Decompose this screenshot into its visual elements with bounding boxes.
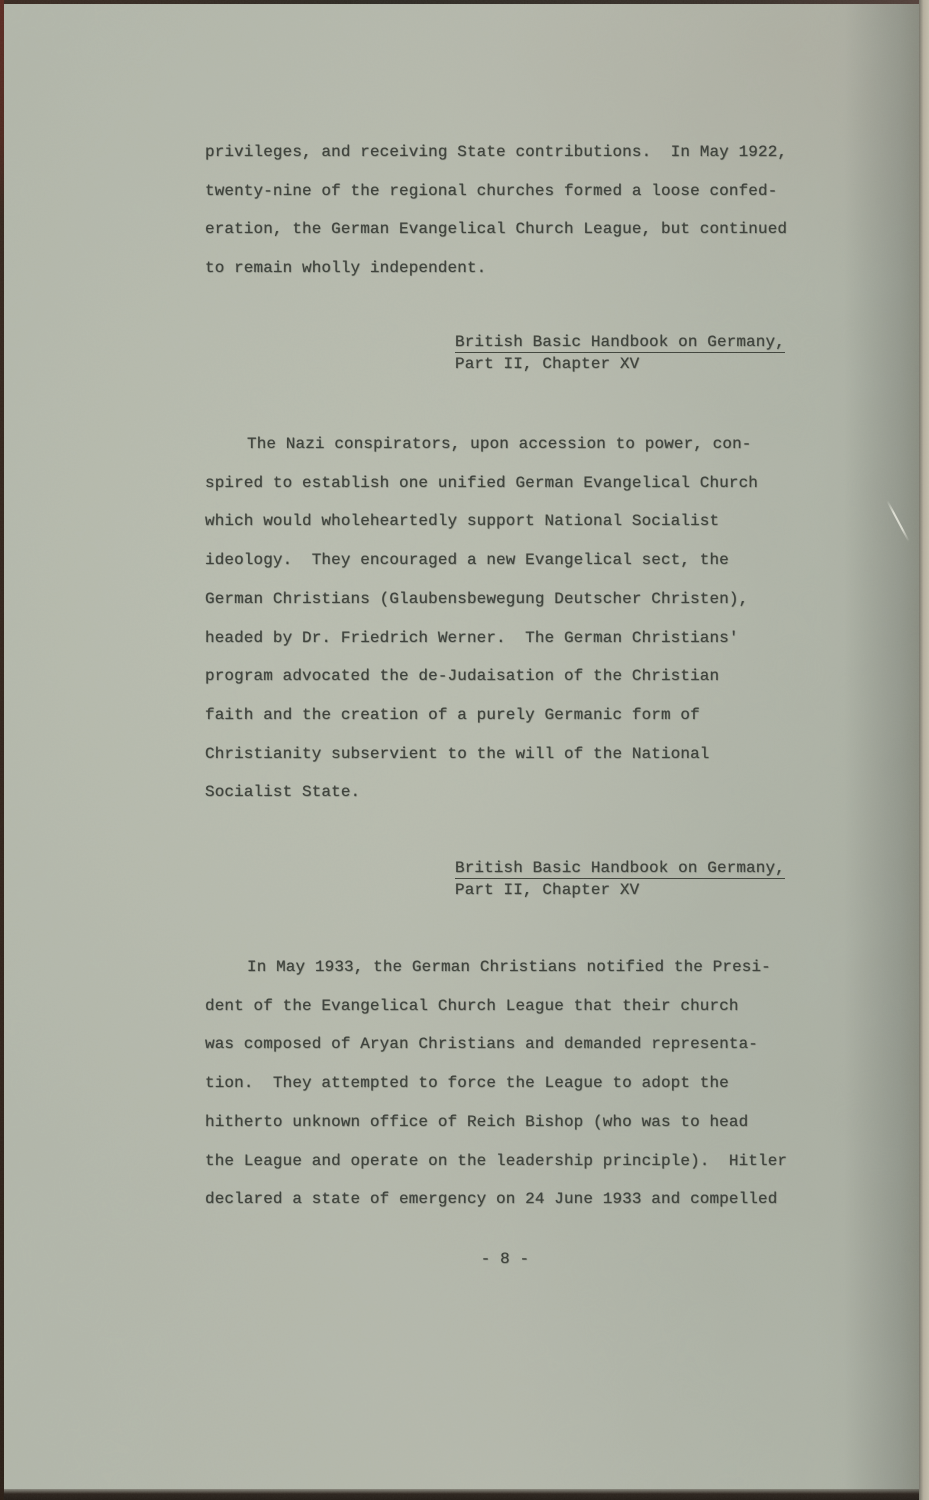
citation-title-underlined: British Basic Handbook on Germany, [455, 859, 785, 877]
citation-subtitle: Part II, Chapter XV [455, 880, 640, 899]
scan-edge-top [0, 0, 929, 4]
text-line: the League and operate on the leadership principle). Hitler [205, 1151, 788, 1170]
text-line: to remain wholly independent. [205, 259, 487, 278]
text-line: declared a state of emergency on 24 June 1933 and compelled [205, 1190, 778, 1209]
text-line: In May 1933, the German Christians notified the Presi- [247, 958, 771, 976]
text-line: which would wholeheartedly support National Socialist [205, 512, 720, 531]
page-number: - 8 - [480, 1250, 530, 1268]
page-number-container [205, 1240, 805, 1279]
text-line: German Christians (Glaubensbewegung Deutscher Christen), [205, 589, 749, 608]
text-line: hitherto unknown office of Reich Bishop (who was to head [205, 1112, 749, 1131]
text-line: program advocated the de-Judaisation of the Christian [205, 667, 720, 686]
citation-title [455, 858, 875, 880]
text-line: was composed of Aryan Christians and demanded representa- [205, 1035, 758, 1054]
text-line: faith and the creation of a purely Germanic form of [205, 705, 700, 724]
text-line: privileges, and receiving State contributions. In May 1922, [205, 143, 788, 161]
text-line: headed by Dr. Friedrich Werner. The German Christians' [205, 628, 739, 647]
citation-1 [455, 332, 875, 375]
citation-2 [455, 858, 875, 901]
text-line: Socialist State. [205, 783, 361, 802]
text-line: twenty-nine of the regional churches formed a loose confed- [205, 181, 778, 200]
citation-title [455, 332, 875, 354]
text-line: ideology. They encouraged a new Evangelical sect, the [205, 551, 729, 570]
scan-edge-left [0, 0, 4, 1500]
scan-edge-bottom [0, 1489, 929, 1500]
text-line: Christianity subservient to the will of the National [205, 744, 710, 763]
paragraph-1 [205, 133, 845, 288]
citation-subtitle: Part II, Chapter XV [455, 354, 640, 373]
scan-edge-right [919, 0, 929, 1500]
citation-title-underlined: British Basic Handbook on Germany, [455, 333, 785, 351]
text-line: The Nazi conspirators, upon accession to power, con- [247, 435, 752, 453]
text-line: spired to establish one unified German Evangelical Church [205, 473, 758, 492]
paragraph-2 [205, 425, 845, 812]
text-line: tion. They attempted to force the League to adopt the [205, 1074, 729, 1093]
paragraph-3 [205, 948, 845, 1219]
text-line: eration, the German Evangelical Church League, but continued [205, 220, 788, 239]
text-line: dent of the Evangelical Church League that their church [205, 996, 739, 1015]
